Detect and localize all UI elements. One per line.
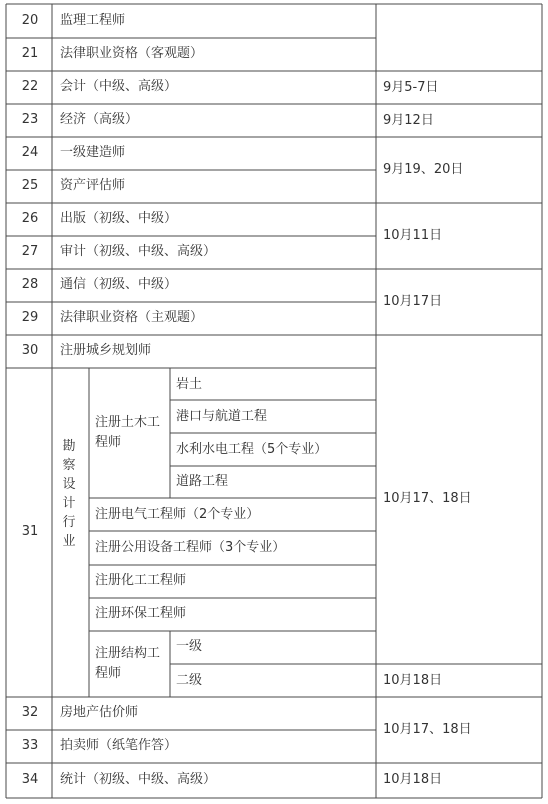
exam-date: 10月17日: [383, 294, 443, 309]
row-number: 27: [21, 244, 39, 259]
exam-date: 10月18日: [383, 673, 443, 688]
exam-name: 注册公用设备工程师（3个专业）: [95, 540, 286, 555]
exam-date: 9月12日: [383, 113, 434, 128]
exam-name: 房地产估价师: [60, 705, 139, 720]
row-number: 28: [21, 277, 39, 292]
exam-name: 一级建造师: [60, 145, 126, 160]
row-number: 33: [21, 738, 39, 753]
exam-name: 拍卖师（纸笔作答）: [60, 738, 178, 753]
exam-name: 法律职业资格（客观题）: [60, 46, 204, 61]
exam-date: 10月11日: [383, 228, 443, 243]
row-number: 31: [21, 524, 39, 539]
exam-date: 10月17、18日: [383, 491, 472, 506]
exam-date: 9月19、20日: [383, 162, 464, 177]
group-label: 勘察设计行业: [62, 439, 76, 549]
exam-name: 法律职业资格（主观题）: [60, 310, 204, 325]
exam-name: 注册城乡规划师: [60, 343, 152, 358]
exam-name: 注册环保工程师: [95, 606, 187, 621]
row-number: 30: [21, 343, 39, 358]
exam-subject: 道路工程: [176, 474, 229, 489]
row-number: 22: [21, 79, 39, 94]
exam-subject: 港口与航道工程: [176, 409, 268, 424]
exam-name: 统计（初级、中级、高级）: [60, 772, 217, 787]
exam-name: 注册电气工程师（2个专业）: [95, 507, 260, 522]
exam-subject: 二级: [176, 673, 203, 688]
exam-subject: 一级: [176, 639, 203, 654]
exam-name: 经济（高级）: [60, 112, 139, 127]
row-number: 24: [21, 145, 39, 160]
row-number: 20: [21, 13, 39, 28]
exam-subject: 水利水电工程（5个专业）: [176, 442, 328, 457]
row-number: 25: [21, 178, 39, 193]
row-number: 34: [21, 772, 39, 787]
exam-name: 注册结构工程师: [95, 646, 161, 681]
exam-date: 10月18日: [383, 772, 443, 787]
exam-date: 10月17、18日: [383, 722, 472, 737]
exam-subject: 岩土: [176, 377, 203, 392]
exam-name: 注册土木工程师: [95, 415, 161, 450]
exam-name: 通信（初级、中级）: [60, 277, 178, 292]
exam-name: 资产评估师: [60, 178, 126, 193]
exam-name: 注册化工工程师: [95, 573, 187, 588]
row-number: 29: [21, 310, 39, 325]
exam-date: 9月5-7日: [383, 80, 439, 95]
exam-name: 会计（中级、高级）: [60, 79, 178, 94]
row-number: 21: [21, 46, 39, 61]
row-number: 23: [21, 112, 39, 127]
exam-name: 审计（初级、中级、高级）: [60, 244, 217, 259]
row-number: 26: [21, 211, 39, 226]
row-number: 32: [21, 705, 39, 720]
exam-name: 出版（初级、中级）: [60, 211, 178, 226]
exam-name: 监理工程师: [60, 13, 126, 28]
